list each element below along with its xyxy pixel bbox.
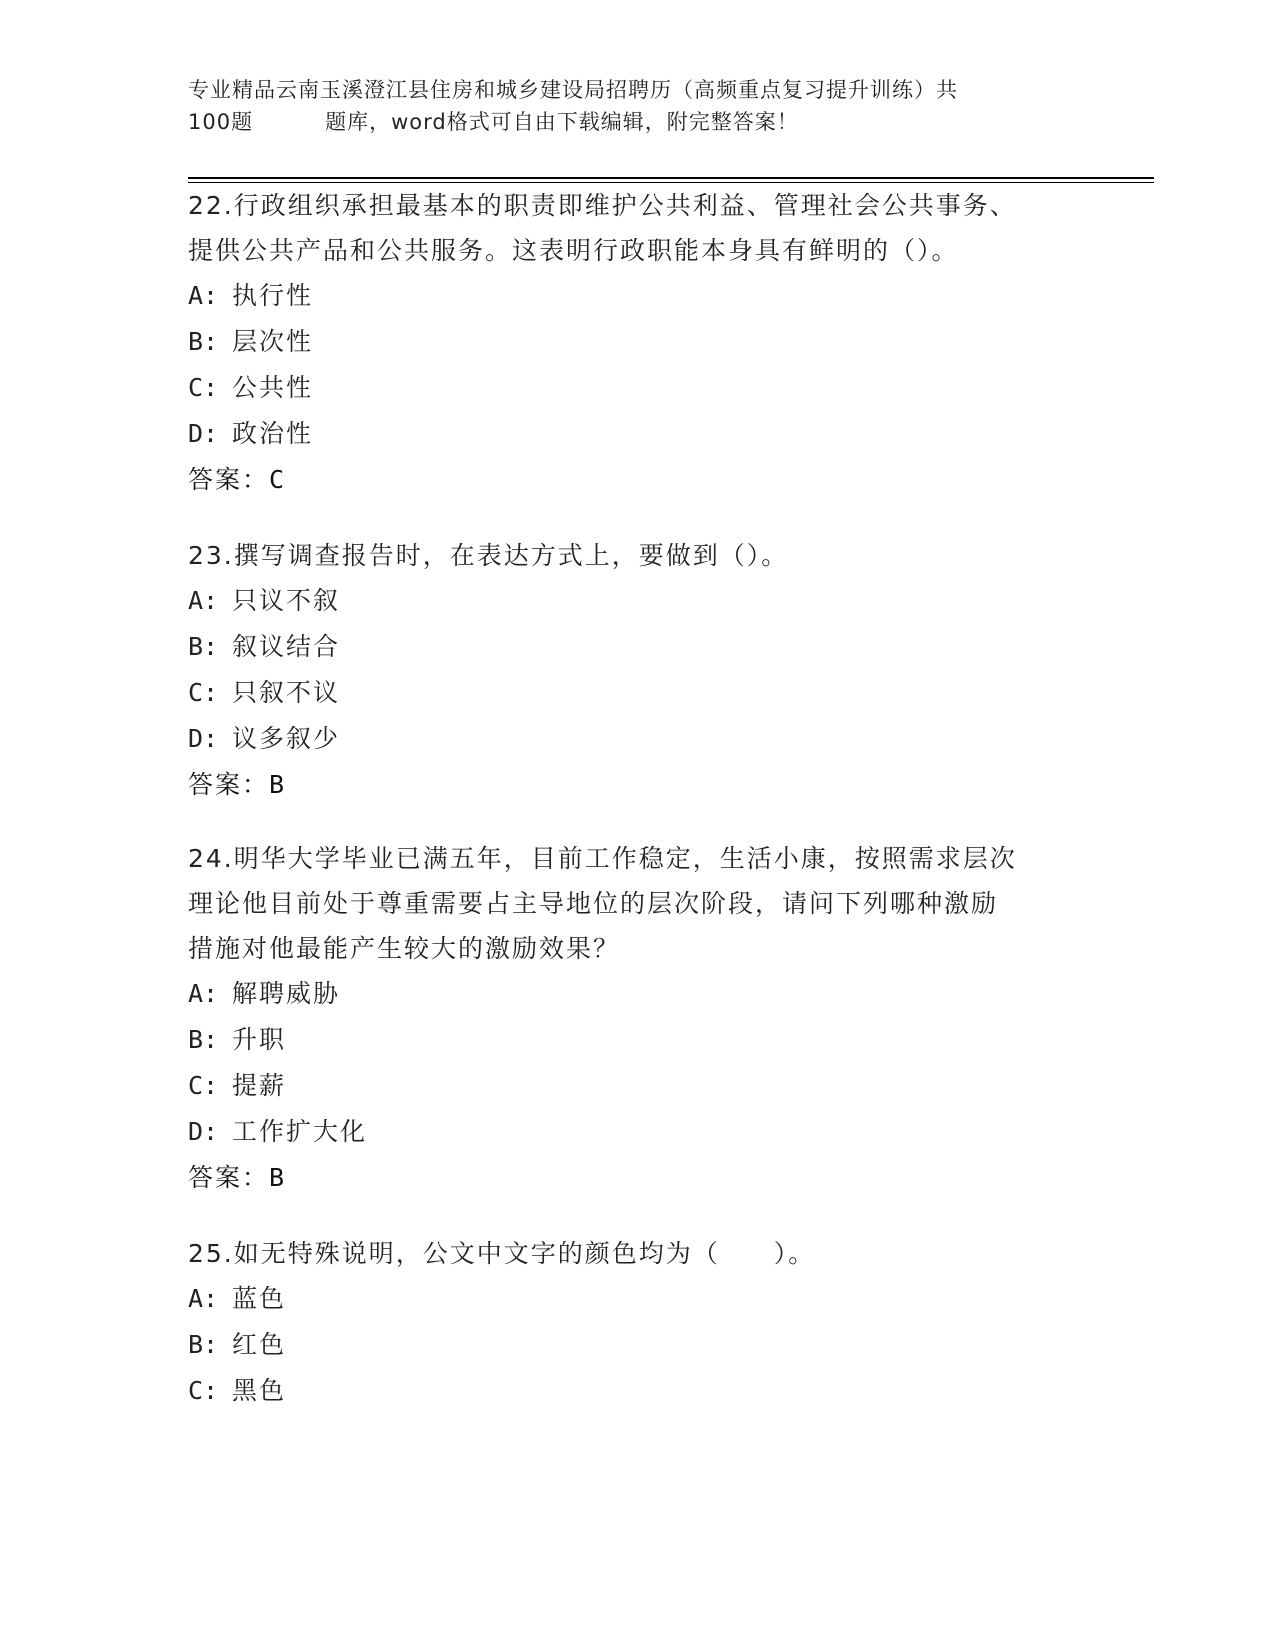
option-text: 黑色 <box>232 1376 287 1405</box>
question-text-line: 提供公共产品和公共服务。这表明行政职能本身具有鲜明的（）。 <box>188 236 959 265</box>
option-label: B: <box>188 1025 219 1054</box>
header-divider-thick <box>188 177 1154 179</box>
question-text-line: 24.明华大学毕业已满五年，目前工作稳定，生活小康，按照需求层次 <box>188 844 1017 873</box>
question-text-line: 25.如无特殊说明，公文中文字的颜色均为（ ）。 <box>188 1239 816 1268</box>
header-title-line-2 <box>188 106 1068 138</box>
answer-line <box>188 457 1088 503</box>
option-label: C: <box>188 373 219 402</box>
question-23 <box>188 533 1088 808</box>
option-a <box>188 971 1088 1017</box>
option-text: 政治性 <box>232 419 314 448</box>
question-text-line: 22.行政组织承担最基本的职责即维护公共利益、管理社会公共事务、 <box>188 191 1017 220</box>
document-header <box>188 74 1068 138</box>
option-label: A: <box>188 586 219 615</box>
option-text: 解聘威胁 <box>232 979 341 1008</box>
header-question-count: 100题 <box>188 110 254 134</box>
header-description: 题库，word格式可自由下载编辑，附完整答案！ <box>325 110 799 134</box>
option-c <box>188 365 1088 411</box>
option-text: 执行性 <box>232 281 314 310</box>
option-d <box>188 716 1088 762</box>
option-label: C: <box>188 1376 219 1405</box>
option-b <box>188 624 1088 670</box>
option-text: 工作扩大化 <box>232 1117 368 1146</box>
option-text: 红色 <box>232 1330 287 1359</box>
option-text: 只叙不议 <box>232 678 341 707</box>
option-label: B: <box>188 632 219 661</box>
question-text-line: 23.撰写调查报告时，在表达方式上，要做到（）。 <box>188 541 789 570</box>
option-text: 蓝色 <box>232 1284 287 1313</box>
option-label: D: <box>188 1117 219 1146</box>
option-text: 层次性 <box>232 327 314 356</box>
answer-value: B <box>269 1163 287 1192</box>
option-c <box>188 1368 1088 1414</box>
question-24 <box>188 836 1088 1201</box>
option-d <box>188 1109 1088 1155</box>
answer-label: 答案： <box>188 465 270 494</box>
option-label: A: <box>188 1284 219 1313</box>
option-c <box>188 1063 1088 1109</box>
answer-value: C <box>269 465 287 494</box>
option-text: 公共性 <box>232 373 314 402</box>
answer-label: 答案： <box>188 770 270 799</box>
answer-label: 答案： <box>188 1163 270 1192</box>
option-a <box>188 1276 1088 1322</box>
answer-line <box>188 762 1088 808</box>
option-b <box>188 319 1088 365</box>
option-d <box>188 411 1088 457</box>
option-a <box>188 578 1088 624</box>
option-b <box>188 1322 1088 1368</box>
option-text: 叙议结合 <box>232 632 341 661</box>
option-label: A: <box>188 281 219 310</box>
option-label: D: <box>188 724 219 753</box>
option-label: C: <box>188 1071 219 1100</box>
option-label: C: <box>188 678 219 707</box>
question-text-line: 理论他目前处于尊重需要占主导地位的层次阶段，请问下列哪种激励 <box>188 889 999 918</box>
option-b <box>188 1017 1088 1063</box>
option-text: 议多叙少 <box>232 724 341 753</box>
option-text: 只议不叙 <box>232 586 341 615</box>
question-text-line: 措施对他最能产生较大的激励效果？ <box>188 934 621 963</box>
answer-line <box>188 1155 1088 1201</box>
question-25 <box>188 1231 1088 1414</box>
option-label: A: <box>188 979 219 1008</box>
option-text: 提薪 <box>232 1071 287 1100</box>
header-title-line-1: 专业精品云南玉溪澄江县住房和城乡建设局招聘历（高频重点复习提升训练）共 <box>188 78 958 102</box>
option-label: B: <box>188 327 219 356</box>
option-c <box>188 670 1088 716</box>
question-22 <box>188 183 1088 503</box>
option-label: B: <box>188 1330 219 1359</box>
option-label: D: <box>188 419 219 448</box>
option-a <box>188 273 1088 319</box>
answer-value: B <box>269 770 287 799</box>
option-text: 升职 <box>232 1025 287 1054</box>
